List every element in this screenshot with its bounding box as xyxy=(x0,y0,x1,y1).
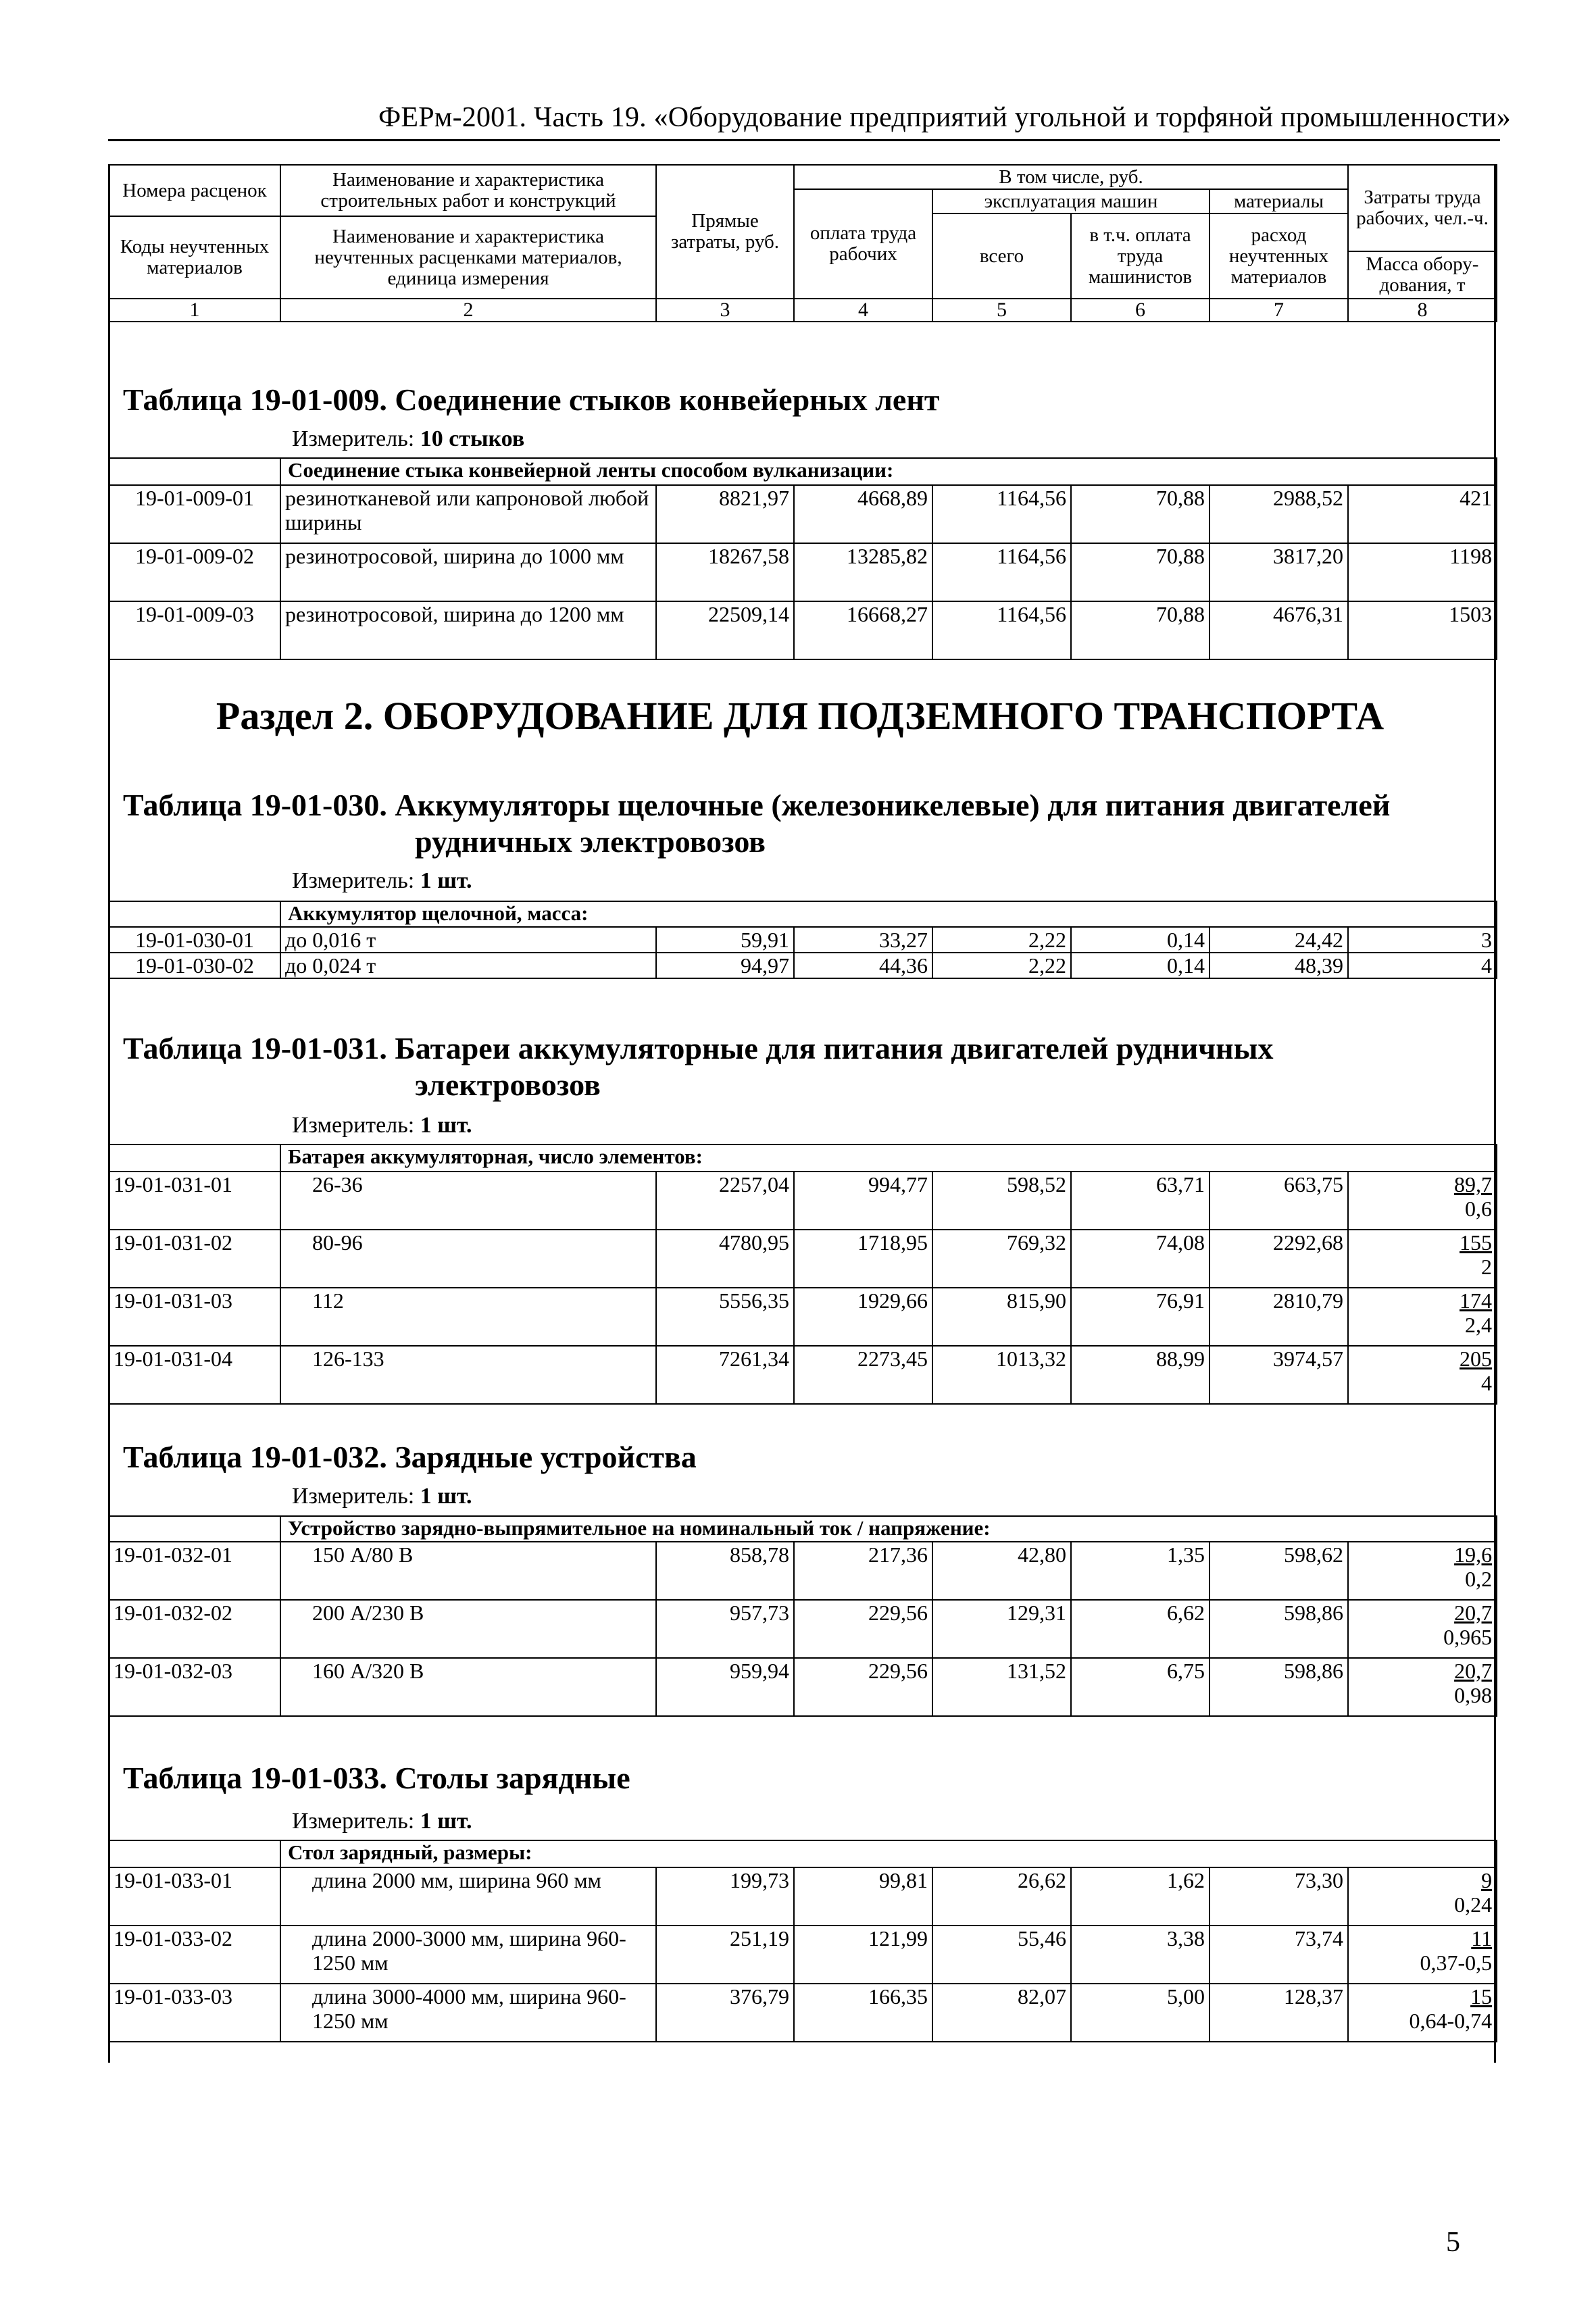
materials-cost: 2292,68 xyxy=(1210,1230,1348,1288)
table-row xyxy=(109,543,1497,601)
table-032-unit: Измеритель: 1 шт. xyxy=(292,1484,472,1509)
worker-pay: 229,56 xyxy=(794,1658,932,1716)
direct-costs: 7261,34 xyxy=(656,1346,794,1404)
hdr-num-8: 8 xyxy=(1348,299,1497,322)
table-row xyxy=(109,1230,1497,1288)
machines-total: 26,62 xyxy=(932,1867,1071,1926)
table-030-title-line2: рудничных электровозов xyxy=(415,824,766,859)
machinist-pay: 1,62 xyxy=(1071,1867,1210,1926)
machines-total: 815,90 xyxy=(932,1288,1071,1346)
labor-hours: 15 xyxy=(1470,1984,1493,2009)
machines-total: 129,31 xyxy=(932,1600,1071,1658)
labor-hours-mass xyxy=(1348,1288,1497,1346)
rate-code: 19-01-031-04 xyxy=(109,1346,280,1404)
machines-total: 82,07 xyxy=(932,1984,1071,2042)
machines-total: 1164,56 xyxy=(932,601,1071,659)
hdr-including: В том числе, руб. xyxy=(794,165,1348,189)
equipment-mass: 0,64-0,74 xyxy=(1409,2009,1493,2033)
equipment-mass: 0,6 xyxy=(1465,1197,1493,1221)
labor-hours-mass xyxy=(1348,1542,1497,1600)
hdr-num-2: 2 xyxy=(280,299,656,322)
equipment-mass: 0,24 xyxy=(1454,1892,1493,1917)
worker-pay: 1929,66 xyxy=(794,1288,932,1346)
direct-costs: 959,94 xyxy=(656,1658,794,1716)
running-header: ФЕРм-2001. Часть 19. «Оборудование предприятий угольной и торфяной промышленности» xyxy=(378,102,1511,133)
hdr-materials: материалы xyxy=(1210,189,1348,213)
labor-hours-mass xyxy=(1348,1658,1497,1716)
machines-total: 55,46 xyxy=(932,1926,1071,1984)
direct-costs: 251,19 xyxy=(656,1926,794,1984)
rate-code: 19-01-030-01 xyxy=(109,927,280,953)
equipment-mass: 2,4 xyxy=(1465,1313,1493,1337)
rate-code: 19-01-031-03 xyxy=(109,1288,280,1346)
materials-cost: 48,39 xyxy=(1210,953,1348,978)
table-row xyxy=(109,927,1497,953)
labor-hours: 89,7 xyxy=(1454,1172,1493,1197)
table-row xyxy=(109,1288,1497,1346)
table-row xyxy=(109,1984,1497,2042)
hdr-num-4: 4 xyxy=(794,299,932,322)
equipment-mass: 4 xyxy=(1481,1371,1493,1395)
equipment-mass: 0,965 xyxy=(1443,1625,1493,1649)
machines-total: 42,80 xyxy=(932,1542,1071,1600)
labor-hours-mass xyxy=(1348,1230,1497,1288)
direct-costs: 22509,14 xyxy=(656,601,794,659)
worker-pay: 166,35 xyxy=(794,1984,932,2042)
hdr-num-3: 3 xyxy=(656,299,794,322)
rate-name: 26-36 xyxy=(280,1172,656,1230)
column-header-table xyxy=(108,164,1497,322)
machinist-pay: 74,08 xyxy=(1071,1230,1210,1288)
hdr-rate-numbers: Номера расценок xyxy=(109,165,280,216)
machinist-pay: 63,71 xyxy=(1071,1172,1210,1230)
machines-total: 2,22 xyxy=(932,927,1071,953)
labor-hours: 1503 xyxy=(1348,601,1497,659)
table-009-unit: Измеритель: 10 стыков xyxy=(292,426,525,451)
rate-name: резинотканевой или капроновой любой ширины xyxy=(280,485,656,543)
hdr-num-7: 7 xyxy=(1210,299,1348,322)
worker-pay: 4668,89 xyxy=(794,485,932,543)
direct-costs: 4780,95 xyxy=(656,1230,794,1288)
direct-costs: 858,78 xyxy=(656,1542,794,1600)
rate-code: 19-01-032-02 xyxy=(109,1600,280,1658)
section-title: Раздел 2. ОБОРУДОВАНИЕ ДЛЯ ПОДЗЕМНОГО ТРАНСПОРТА xyxy=(216,694,1385,738)
rate-name: до 0,024 т xyxy=(280,953,656,978)
machinist-pay: 3,38 xyxy=(1071,1926,1210,1984)
direct-costs: 376,79 xyxy=(656,1984,794,2042)
machines-total: 2,22 xyxy=(932,953,1071,978)
labor-hours-mass xyxy=(1348,1600,1497,1658)
table-033 xyxy=(108,1840,1497,2042)
labor-hours: 11 xyxy=(1471,1926,1493,1951)
rate-name: 200 А/230 В xyxy=(280,1600,656,1658)
machinist-pay: 70,88 xyxy=(1071,485,1210,543)
hdr-machines-total: всего xyxy=(932,213,1071,299)
table-032-subheader: Устройство зарядно-выпрямительное на номинальный ток / напряжение: xyxy=(280,1516,1497,1542)
hdr-equipment-mass: Масса обору-дования, т xyxy=(1348,251,1497,299)
machines-total: 769,32 xyxy=(932,1230,1071,1288)
table-031-subheader: Батарея аккумуляторная, число элементов: xyxy=(280,1145,1497,1172)
materials-cost: 3974,57 xyxy=(1210,1346,1348,1404)
rate-code: 19-01-032-03 xyxy=(109,1658,280,1716)
table-row xyxy=(109,1867,1497,1926)
hdr-labor-hours: Затраты труда рабочих, чел.-ч. xyxy=(1348,165,1497,251)
rate-code: 19-01-009-03 xyxy=(109,601,280,659)
materials-cost: 2988,52 xyxy=(1210,485,1348,543)
table-031-title-line2: электровозов xyxy=(415,1067,601,1102)
labor-hours: 4 xyxy=(1348,953,1497,978)
worker-pay: 13285,82 xyxy=(794,543,932,601)
table-031-title xyxy=(123,1030,1274,1103)
materials-cost: 598,86 xyxy=(1210,1600,1348,1658)
labor-hours: 9 xyxy=(1481,1868,1493,1892)
materials-cost: 3817,20 xyxy=(1210,543,1348,601)
rate-name: 112 xyxy=(280,1288,656,1346)
hdr-direct-costs: Прямые затраты, руб. xyxy=(656,165,794,299)
rate-name: 80-96 xyxy=(280,1230,656,1288)
machinist-pay: 70,88 xyxy=(1071,543,1210,601)
hdr-unaccounted-materials: расход неучтенных материалов xyxy=(1210,213,1348,299)
rate-code: 19-01-033-02 xyxy=(109,1926,280,1984)
rate-code: 19-01-031-01 xyxy=(109,1172,280,1230)
worker-pay: 16668,27 xyxy=(794,601,932,659)
table-row xyxy=(109,1346,1497,1404)
direct-costs: 18267,58 xyxy=(656,543,794,601)
worker-pay: 99,81 xyxy=(794,1867,932,1926)
materials-cost: 4676,31 xyxy=(1210,601,1348,659)
hdr-machines: эксплуатация машин xyxy=(932,189,1210,213)
table-row xyxy=(109,1542,1497,1600)
table-030-unit: Измеритель: 1 шт. xyxy=(292,868,472,893)
table-row xyxy=(109,1658,1497,1716)
direct-costs: 2257,04 xyxy=(656,1172,794,1230)
labor-hours: 3 xyxy=(1348,927,1497,953)
machinist-pay: 0,14 xyxy=(1071,927,1210,953)
table-row xyxy=(109,485,1497,543)
worker-pay: 33,27 xyxy=(794,927,932,953)
materials-cost: 73,74 xyxy=(1210,1926,1348,1984)
materials-cost: 128,37 xyxy=(1210,1984,1348,2042)
table-031-title-line1: Таблица 19-01-031. Батареи аккумуляторные для питания двигателей рудничных xyxy=(123,1031,1274,1065)
rate-name: 126-133 xyxy=(280,1346,656,1404)
worker-pay: 44,36 xyxy=(794,953,932,978)
table-030-subheader: Аккумулятор щелочной, масса: xyxy=(280,901,1497,927)
labor-hours: 19,6 xyxy=(1454,1542,1493,1567)
machines-total: 1164,56 xyxy=(932,485,1071,543)
table-030-title xyxy=(123,787,1390,860)
machines-total: 598,52 xyxy=(932,1172,1071,1230)
materials-cost: 598,62 xyxy=(1210,1542,1348,1600)
machinist-pay: 6,75 xyxy=(1071,1658,1210,1716)
table-031 xyxy=(108,1144,1497,1405)
rate-name: резинотросовой, ширина до 1000 мм xyxy=(280,543,656,601)
machines-total: 131,52 xyxy=(932,1658,1071,1716)
labor-hours: 20,7 xyxy=(1454,1601,1493,1625)
rate-code: 19-01-033-01 xyxy=(109,1867,280,1926)
rate-name: длина 2000-3000 мм, ширина 960-1250 мм xyxy=(280,1926,656,1984)
labor-hours-mass xyxy=(1348,1172,1497,1230)
labor-hours-mass xyxy=(1348,1984,1497,2042)
rate-code: 19-01-031-02 xyxy=(109,1230,280,1288)
table-031-unit: Измеритель: 1 шт. xyxy=(292,1113,472,1138)
table-032 xyxy=(108,1515,1497,1717)
machinist-pay: 70,88 xyxy=(1071,601,1210,659)
table-row xyxy=(109,601,1497,659)
rate-name: до 0,016 т xyxy=(280,927,656,953)
worker-pay: 121,99 xyxy=(794,1926,932,1984)
labor-hours: 20,7 xyxy=(1454,1659,1493,1683)
machines-total: 1013,32 xyxy=(932,1346,1071,1404)
table-030-title-line1: Таблица 19-01-030. Аккумуляторы щелочные (железоникелевые) для питания двигателей xyxy=(123,788,1391,822)
worker-pay: 2273,45 xyxy=(794,1346,932,1404)
rate-name: резинотросовой, ширина до 1200 мм xyxy=(280,601,656,659)
machinist-pay: 5,00 xyxy=(1071,1984,1210,2042)
labor-hours: 205 xyxy=(1460,1347,1493,1371)
materials-cost: 73,30 xyxy=(1210,1867,1348,1926)
table-009-subheader: Соединение стыка конвейерной ленты способом вулканизации: xyxy=(280,458,1497,485)
hdr-machinist-pay: в т.ч. оплата труда машинистов xyxy=(1071,213,1210,299)
direct-costs: 59,91 xyxy=(656,927,794,953)
equipment-mass: 2 xyxy=(1481,1255,1493,1279)
equipment-mass: 0,98 xyxy=(1454,1683,1493,1707)
table-row xyxy=(109,953,1497,978)
hdr-num-5: 5 xyxy=(932,299,1071,322)
hdr-worker-pay: оплата труда рабочих xyxy=(794,189,932,299)
rate-name: длина 2000 мм, ширина 960 мм xyxy=(280,1867,656,1926)
machinist-pay: 6,62 xyxy=(1071,1600,1210,1658)
table-row xyxy=(109,1926,1497,1984)
page-number: 5 xyxy=(1446,2227,1460,2258)
rate-name: 150 А/80 В xyxy=(280,1542,656,1600)
rate-code: 19-01-009-02 xyxy=(109,543,280,601)
table-009-title: Таблица 19-01-009. Соединение стыков конвейерных лент xyxy=(123,382,940,417)
worker-pay: 1718,95 xyxy=(794,1230,932,1288)
worker-pay: 217,36 xyxy=(794,1542,932,1600)
materials-cost: 663,75 xyxy=(1210,1172,1348,1230)
table-row xyxy=(109,1600,1497,1658)
machinist-pay: 0,14 xyxy=(1071,953,1210,978)
labor-hours-mass xyxy=(1348,1346,1497,1404)
machinist-pay: 88,99 xyxy=(1071,1346,1210,1404)
equipment-mass: 0,2 xyxy=(1465,1567,1493,1591)
materials-cost: 2810,79 xyxy=(1210,1288,1348,1346)
rate-name: длина 3000-4000 мм, ширина 960-1250 мм xyxy=(280,1984,656,2042)
rate-code: 19-01-009-01 xyxy=(109,485,280,543)
machinist-pay: 1,35 xyxy=(1071,1542,1210,1600)
table-033-subheader: Стол зарядный, размеры: xyxy=(280,1840,1497,1867)
hdr-work-name: Наименование и характеристика строительных работ и конструкций xyxy=(280,165,656,216)
labor-hours: 155 xyxy=(1460,1230,1493,1255)
table-row xyxy=(109,1172,1497,1230)
materials-cost: 598,86 xyxy=(1210,1658,1348,1716)
machines-total: 1164,56 xyxy=(932,543,1071,601)
hdr-material-name: Наименование и характеристика неучтенных расценками материалов, единица измерения xyxy=(280,216,656,299)
machinist-pay: 76,91 xyxy=(1071,1288,1210,1346)
direct-costs: 94,97 xyxy=(656,953,794,978)
labor-hours-mass xyxy=(1348,1926,1497,1984)
rate-name: 160 А/320 В xyxy=(280,1658,656,1716)
hdr-num-6: 6 xyxy=(1071,299,1210,322)
worker-pay: 994,77 xyxy=(794,1172,932,1230)
rate-code: 19-01-033-03 xyxy=(109,1984,280,2042)
table-033-title: Таблица 19-01-033. Столы зарядные xyxy=(123,1761,630,1795)
hdr-num-1: 1 xyxy=(109,299,280,322)
labor-hours: 174 xyxy=(1460,1288,1493,1313)
labor-hours: 1198 xyxy=(1348,543,1497,601)
table-030 xyxy=(108,901,1497,979)
labor-hours: 421 xyxy=(1348,485,1497,543)
table-009 xyxy=(108,457,1497,660)
table-033-unit: Измеритель: 1 шт. xyxy=(292,1809,472,1834)
hdr-material-codes: Коды неучтенных материалов xyxy=(109,216,280,299)
equipment-mass: 0,37-0,5 xyxy=(1420,1951,1493,1975)
rate-code: 19-01-032-01 xyxy=(109,1542,280,1600)
rate-code: 19-01-030-02 xyxy=(109,953,280,978)
table-032-title: Таблица 19-01-032. Зарядные устройства xyxy=(123,1440,697,1474)
header-rule xyxy=(108,139,1500,141)
direct-costs: 8821,97 xyxy=(656,485,794,543)
labor-hours-mass xyxy=(1348,1867,1497,1926)
direct-costs: 5556,35 xyxy=(656,1288,794,1346)
direct-costs: 957,73 xyxy=(656,1600,794,1658)
worker-pay: 229,56 xyxy=(794,1600,932,1658)
direct-costs: 199,73 xyxy=(656,1867,794,1926)
materials-cost: 24,42 xyxy=(1210,927,1348,953)
